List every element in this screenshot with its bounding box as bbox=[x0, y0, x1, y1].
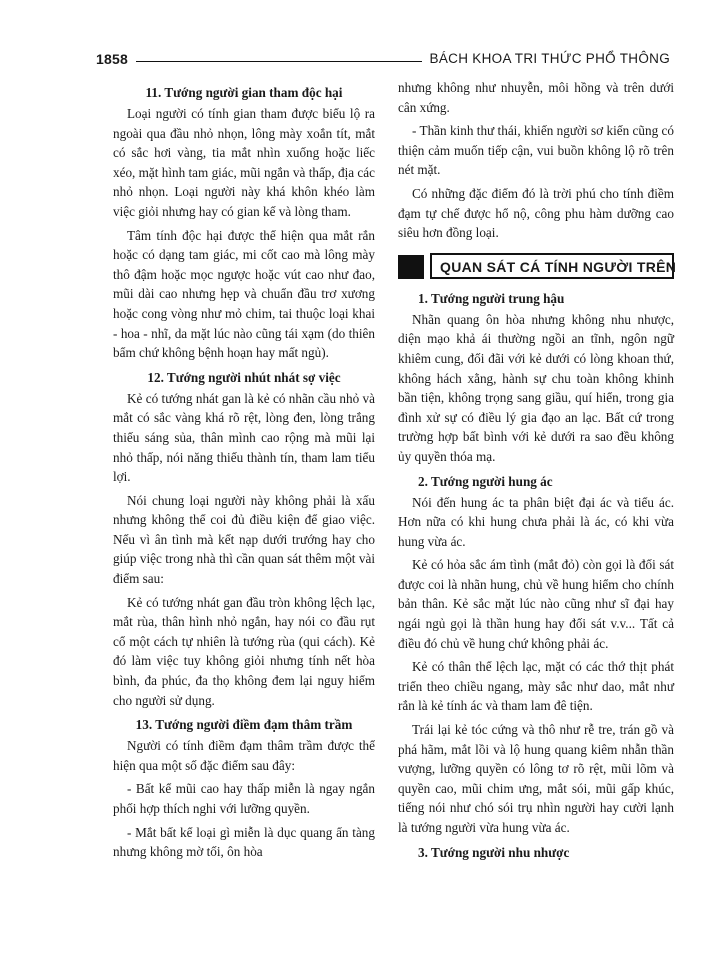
page-header bbox=[96, 51, 670, 71]
section-13-paragraph-1: Người có tính điềm đạm thâm trầm được thể hiện qua một số đặc điểm sau đây: bbox=[113, 738, 375, 773]
section-11-paragraph-1: Loại người có tính gian tham được biểu lộ ra ngoài qua đầu nhỏ nhọn, lông mày xoắn tít, mắt có sắc hơi vàng, tia mắt nhìn xuống hoặc liếc xéo, mặt hình tam giác, mũi ngắn và thấp, địa các nhỏ nhọn. Loại người này khá khôn khéo làm việc giỏi nhưng hay có gian kế và lòng tham. bbox=[113, 106, 375, 219]
section-banner bbox=[398, 253, 677, 283]
banner-box bbox=[430, 253, 677, 279]
section-13-paragraph-2: - Bất kể mũi cao hay thấp miễn là ngay ngắn phối hợp thích nghi với lưỡng quyền. bbox=[113, 781, 375, 816]
subsection-2-paragraph-3: Kẻ có thân thể lệch lạc, mặt có các thớ thịt phát triển theo chiều ngang, mày sắc như dao, mắt như rắn là kẻ tính ác và tham lam đê tiện. bbox=[398, 659, 674, 714]
subsection-2-paragraph-1: Nói đến hung ác ta phân biệt đại ác và tiểu ác. Hơn nữa có khi hung chưa phải là ác, có khi vừa hung vừa ác. bbox=[398, 494, 674, 549]
subsection-2-paragraph-2: Kẻ có hỏa sắc ám tình (mắt đỏ) còn gọi là đối sát được coi là nhãn hung, chủ về hung hiểm cho chính bản thân. Kẻ sắc mặt lúc nào cũng như sĩ đại hay ngái ngủ gọi là thần hung hay đối sát v.v... Tất cả điều đó chủ về hung chứ không phải ác. bbox=[398, 557, 674, 651]
left-column bbox=[113, 78, 375, 862]
banner-block-icon bbox=[398, 255, 424, 279]
section-13-title: 13. Tướng người điềm đạm thâm trầm bbox=[135, 717, 353, 733]
book-title: BÁCH KHOA TRI THỨC PHỔ THÔNG bbox=[429, 51, 670, 66]
section-11-title: 11. Tướng người gian tham độc hại bbox=[145, 85, 343, 100]
subsection-1-paragraph: Nhãn quang ôn hòa nhưng không nhu nhược, diện mạo khả ái thường ngồi an tĩnh, ngôn ngữ khiêm cung, đối đãi với kẻ dưới có lòng khoan thứ, không hách xằng, hành sự chu toàn không khinh bần tiện, không trọng sang giầu, quí hiển, trong gia đình xử sự có điều lý gia đạo an lạc. Bất cứ trong trường hợp bất bình với kẻ dưới ra sao đều không ủy quyền thóa mạ. bbox=[398, 311, 674, 464]
subsection-2-title: 2. Tướng người hung ác bbox=[418, 473, 553, 489]
header-rule bbox=[136, 61, 422, 62]
section-11-paragraph-2: Tâm tính độc hại được thể hiện qua mắt rắn hoặc có dạng tam giác, mi cốt cao mà lông mày thô đậm hoặc mọc ngược hoặc vút cao như đao, mũi dài cao nhưng hẹp và chuẩn đầu trơ xương hoặc cong vòng như mỏ chim, tai thuộc loại khai - hoa - nhĩ, da mặt lúc nào cũng tái xạm (do thiên bẩm chứ không bệnh hoạn hay mất ngủ). bbox=[113, 227, 375, 361]
subsection-1-title: 1. Tướng người trung hậu bbox=[418, 290, 565, 306]
section-13-paragraph-3: - Mắt bất kể loại gì miễn là dục quang ẩn tàng nhưng không mờ tối, ôn hòa bbox=[113, 824, 375, 860]
subsection-2-paragraph-4: Trái lại kẻ tóc cứng và thô như rễ tre, trán gồ và phá hãm, mắt lồi và lộ hung quang kiêm nhẫn thần vượng, lưỡng quyền có lông tơ rõ rệt, mũi lõm và quyền cao, mũi chim ưng, mắt sói, mũi gấp khúc, tiếng nói như chó sói trụ nhìn người hay cười lạnh là tướng người vừa hung vừa ác. bbox=[398, 722, 674, 835]
section-12-paragraph-1: Kẻ có tướng nhát gan là kẻ có nhãn cầu nhỏ và mắt có sắc vàng khá rõ rệt, lòng đen, lòng trắng thiếu sáng sủa, thân mình cao rộng mà mũi lại nhỏ thấp, nói năng thiếu thành tín, tham lam tiểu lợi. bbox=[113, 390, 375, 485]
right-column bbox=[398, 78, 677, 864]
section-12-paragraph-2: Nói chung loại người này không phải là xấu nhưng không thể coi đủ điều kiện để giao việc. Nếu vì ân tình mà kết nạp dưới trướng hay cho giúp việc trong nhà thì cần quan sát thêm một vài điểm sau: bbox=[113, 492, 375, 587]
section-12-paragraph-3: Kẻ có tướng nhát gan đầu tròn không lệch lạc, mắt rùa, thân hình nhỏ ngắn, hay nói co đầu rụt cổ một cách tự nhiên là tướng rùa (qui cách). Kẻ đó làm việc tuy không giỏi nhưng tính nết hòa bình, đa phúc, đa thọ không đem lại nguy hiểm cho người sử dụng. bbox=[113, 594, 375, 708]
subsection-3-title: 3. Tướng người nhu nhược bbox=[418, 844, 570, 860]
page-number: 1858 bbox=[96, 51, 128, 67]
continued-paragraph: nhưng không như nhuyễn, môi hồng và trên dưới cân xứng. bbox=[398, 80, 674, 115]
trait-paragraph: - Thần kinh thư thái, khiến người sơ kiến cũng có thiện cảm muốn tiếp cận, vui buồn không lộ rõ trên nét mặt. bbox=[398, 123, 674, 178]
conclusion-paragraph: Có những đặc điểm đó là trời phú cho tính điềm đạm tự chế được hổ nộ, công phu hàm dưỡng cao siêu hơn đồng loại. bbox=[398, 185, 674, 241]
section-12-title: 12. Tướng người nhút nhát sợ việc bbox=[147, 369, 341, 385]
banner-title: QUAN SÁT CÁ TÍNH NGƯỜI TRÊN bbox=[440, 258, 677, 275]
